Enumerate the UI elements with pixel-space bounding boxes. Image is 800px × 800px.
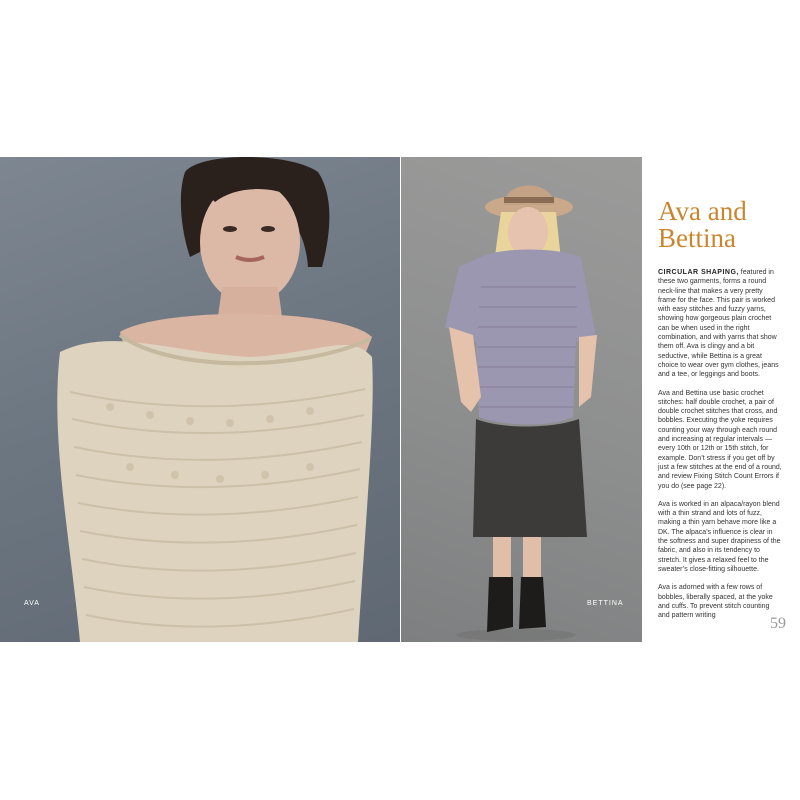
paragraph-1-text: featured in these two garments, forms a round neck-line that makes a very pretty frame for the face. This pair is worked with easy stitches and fuzzy yarns, showing how gorgeous plain crochet can be when used in the right combination, and with yarns that show them off. Ava is clingy and a bit seductive, while Bettina is a great choice to wear over gym clothes, jeans and a tee, or leggings and boots.	[658, 269, 779, 379]
bettina-caption: BETTINA	[587, 600, 624, 607]
lead-in: CIRCULAR SHAPING,	[658, 269, 739, 276]
article-title	[658, 198, 782, 252]
paragraph-1	[658, 268, 782, 380]
title-line-2: Bettina	[658, 223, 736, 253]
page-number: 59	[770, 615, 786, 632]
paragraph-4: Ava is adorned with a few rows of bobbles, liberally spaced, at the yoke and cuffs. To prevent stitch counting and pattern writing	[658, 584, 773, 620]
title-line-1: Ava and	[658, 196, 747, 226]
paragraph-2: Ava and Bettina use basic crochet stitches: half double crochet, a pair of double crochet stitches that cross, and bobbles. Executing the yoke requires counting your way through each round and increasing at regular intervals — every 10th or 12th or 15th stitch, for example. Don’t stress if you get off by just a few stitches at the end of a round, and review Fixing Stitch Count Errors if you do (see page 22).	[658, 389, 782, 490]
book-spread	[0, 157, 800, 642]
article-column	[658, 198, 782, 629]
ava-photo	[0, 157, 400, 642]
ava-illustration	[0, 157, 400, 642]
paragraph-3: Ava is worked in an alpaca/rayon blend with a thin strand and lots of fuzz, making a thin yarn behave more like a DK. The alpaca’s influence is clear in the softness and super drapiness of the fabric, and also in its tendency to stretch. It gives a relaxed feel to the sweater’s close-fitting silhouette.	[658, 500, 781, 573]
ava-caption: AVA	[24, 600, 40, 607]
bettina-photo	[401, 157, 642, 642]
bettina-illustration	[401, 157, 642, 642]
